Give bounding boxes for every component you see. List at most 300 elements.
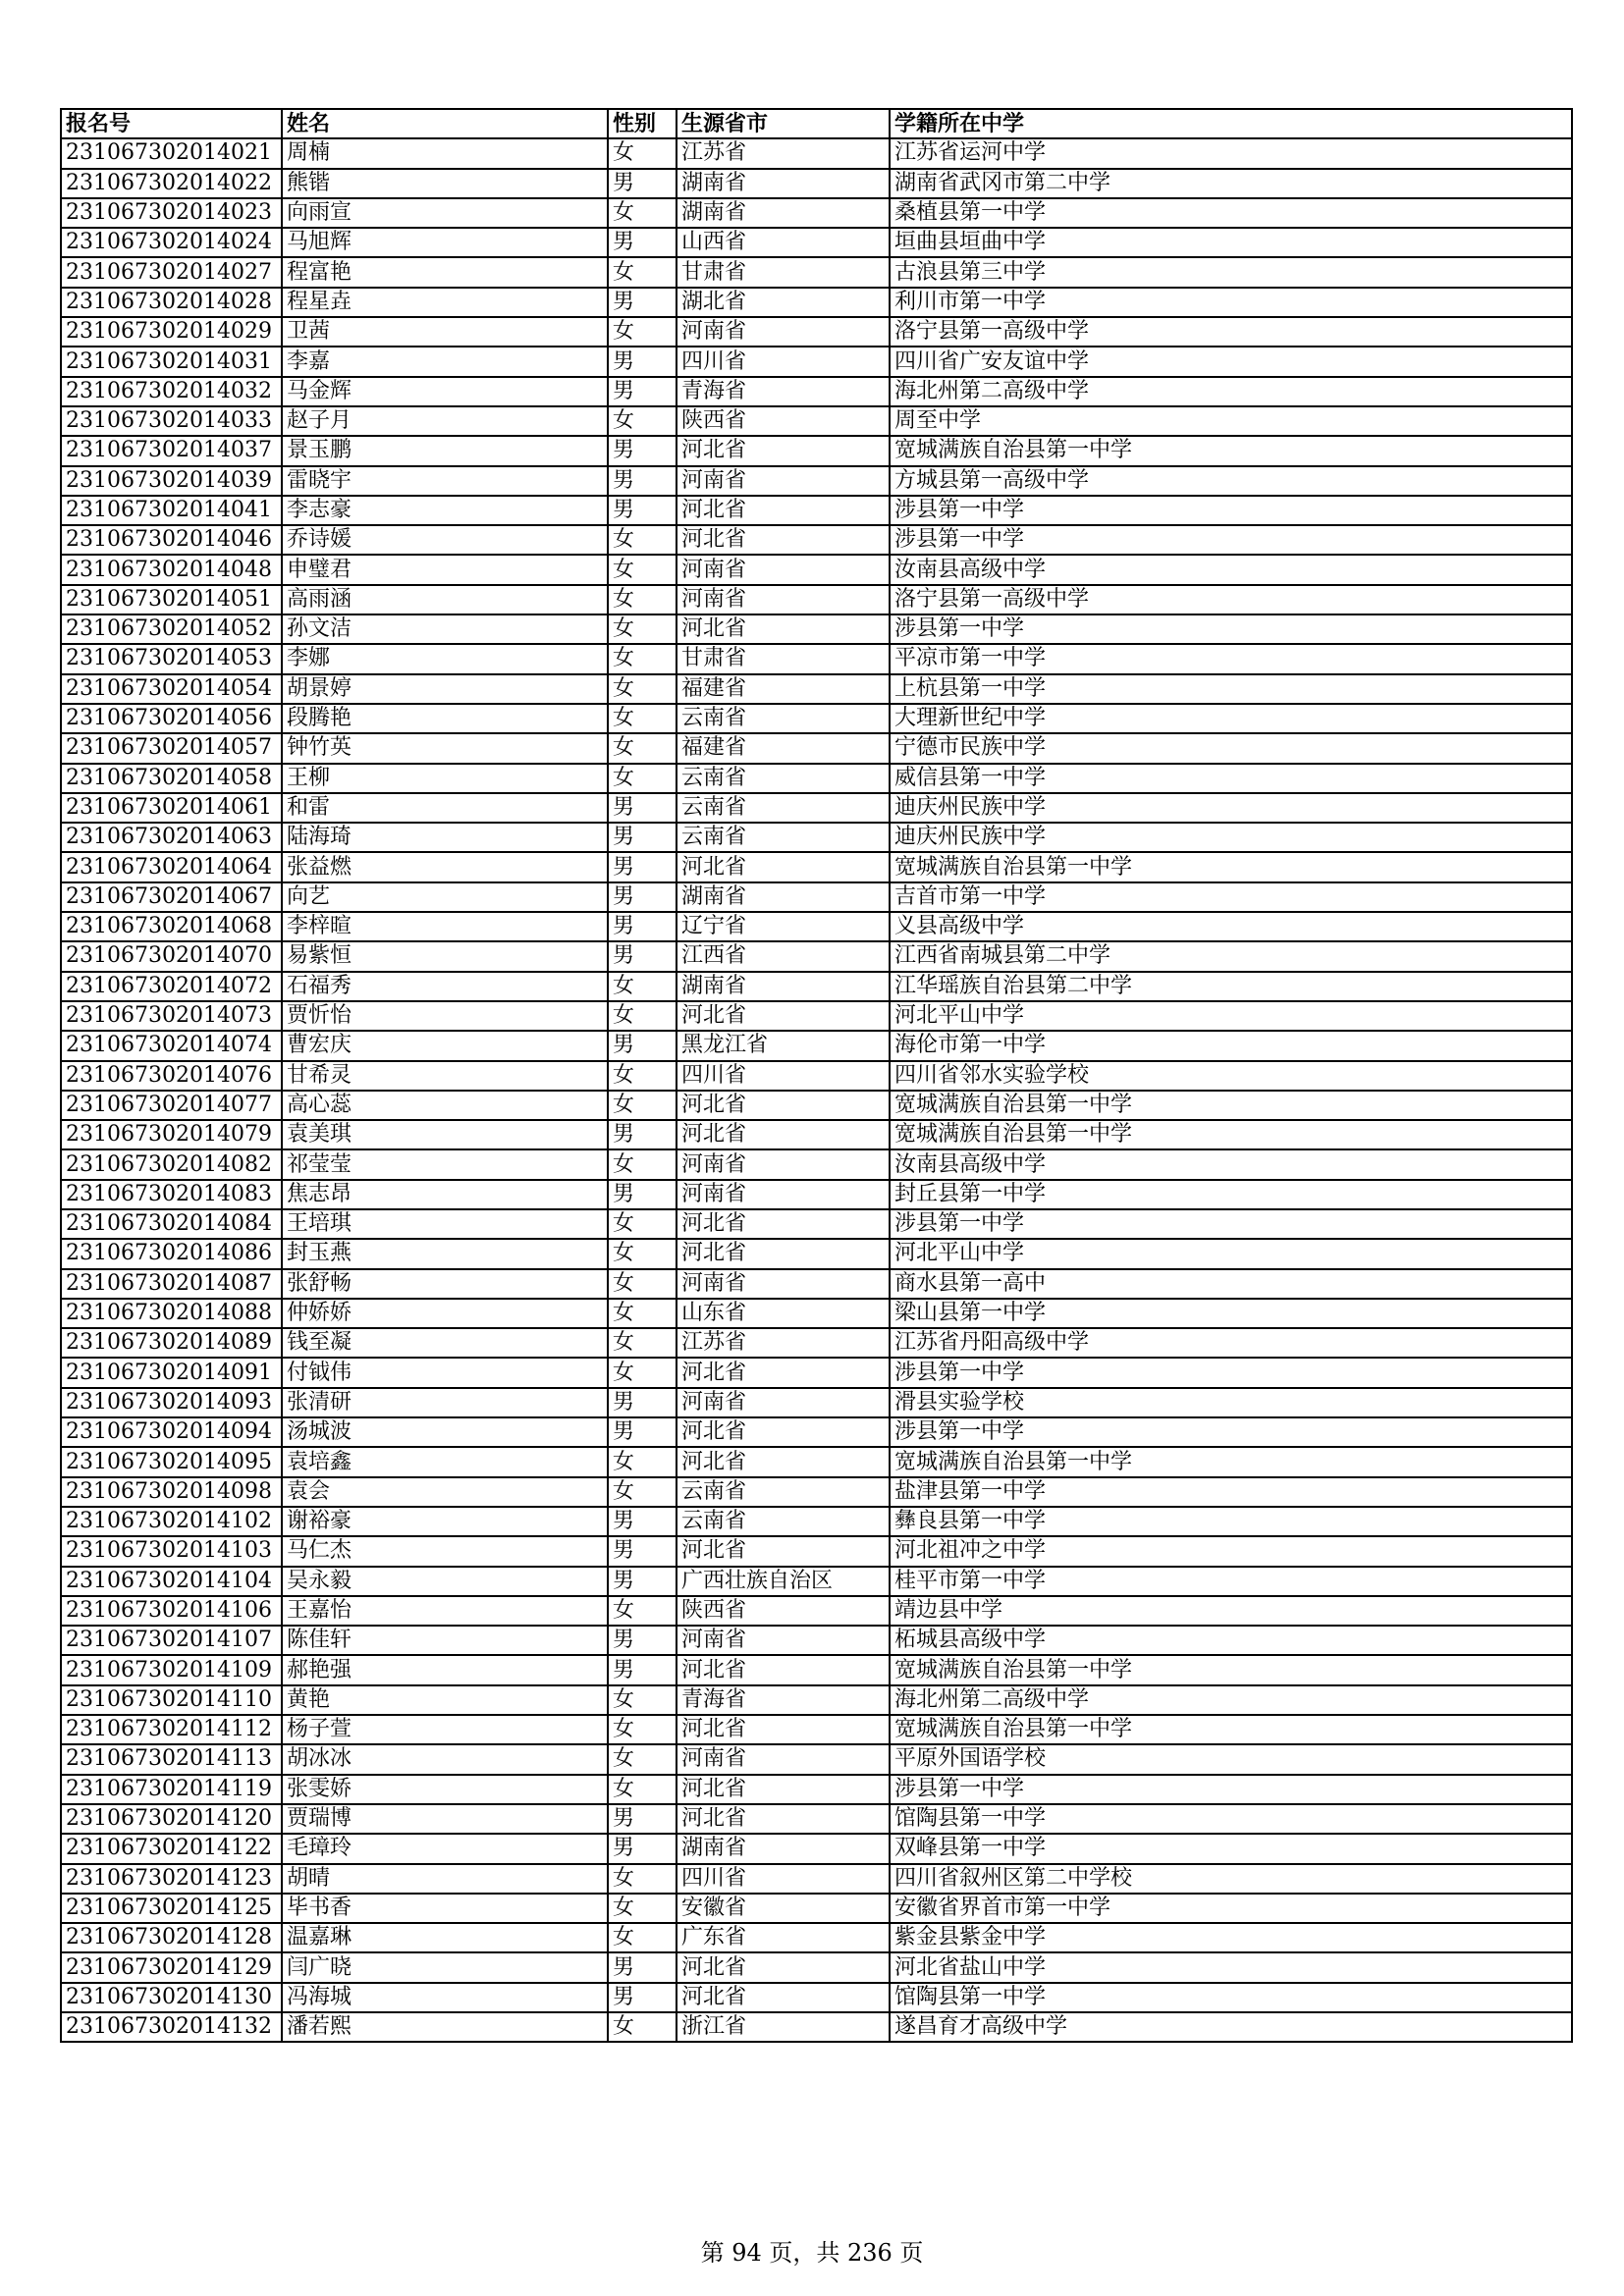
gender-cell: 女 xyxy=(608,406,677,436)
table-row xyxy=(61,972,1572,1001)
name-cell: 乔诗媛 xyxy=(282,525,608,555)
gender-cell: 女 xyxy=(608,614,677,644)
table-row xyxy=(61,1507,1572,1536)
gender-cell: 男 xyxy=(608,1120,677,1149)
registration-no-cell: 231067302014104 xyxy=(61,1567,282,1596)
table-row xyxy=(61,377,1572,406)
school-cell: 迪庆州民族中学 xyxy=(890,793,1572,823)
gender-cell: 男 xyxy=(608,852,677,881)
gender-cell: 男 xyxy=(608,1031,677,1060)
gender-cell: 女 xyxy=(608,1744,677,1774)
name-cell: 陆海琦 xyxy=(282,823,608,852)
registration-no-cell: 231067302014106 xyxy=(61,1596,282,1626)
table-row xyxy=(61,1328,1572,1358)
gender-cell: 男 xyxy=(608,169,677,198)
school-cell: 方城县第一高级中学 xyxy=(890,466,1572,496)
school-cell: 河北平山中学 xyxy=(890,1001,1572,1031)
province-cell: 河北省 xyxy=(677,1655,890,1684)
name-cell: 张舒畅 xyxy=(282,1269,608,1299)
registration-no-cell: 231067302014082 xyxy=(61,1149,282,1179)
school-cell: 海北州第二高级中学 xyxy=(890,377,1572,406)
gender-cell: 女 xyxy=(608,555,677,584)
province-cell: 云南省 xyxy=(677,823,890,852)
province-cell: 广西壮族自治区 xyxy=(677,1567,890,1596)
registration-no-cell: 231067302014046 xyxy=(61,525,282,555)
gender-cell: 女 xyxy=(608,674,677,704)
name-cell: 和雷 xyxy=(282,793,608,823)
school-cell: 江西省南城县第二中学 xyxy=(890,941,1572,971)
province-cell: 甘肃省 xyxy=(677,257,890,287)
registration-no-cell: 231067302014093 xyxy=(61,1388,282,1417)
registration-no-cell: 231067302014054 xyxy=(61,674,282,704)
name-cell: 胡晴 xyxy=(282,1864,608,1894)
table-row xyxy=(61,585,1572,614)
registration-no-cell: 231067302014120 xyxy=(61,1804,282,1834)
province-cell: 湖南省 xyxy=(677,169,890,198)
gender-cell: 女 xyxy=(608,1149,677,1179)
header-name: 姓名 xyxy=(282,109,608,138)
table-row xyxy=(61,704,1572,733)
registration-no-cell: 231067302014061 xyxy=(61,793,282,823)
table-row xyxy=(61,1864,1572,1894)
school-cell: 河北平山中学 xyxy=(890,1239,1572,1268)
school-cell: 宽城满族自治县第一中学 xyxy=(890,1715,1572,1744)
table-row xyxy=(61,1983,1572,2012)
registration-no-cell: 231067302014039 xyxy=(61,466,282,496)
province-cell: 江苏省 xyxy=(677,1328,890,1358)
table-row xyxy=(61,1180,1572,1209)
name-cell: 程富艳 xyxy=(282,257,608,287)
gender-cell: 男 xyxy=(608,1952,677,1982)
table-row xyxy=(61,1239,1572,1268)
registration-no-cell: 231067302014052 xyxy=(61,614,282,644)
table-row xyxy=(61,138,1572,168)
registration-no-cell: 231067302014041 xyxy=(61,496,282,525)
table-row xyxy=(61,1894,1572,1923)
name-cell: 毛璋玲 xyxy=(282,1834,608,1863)
table-row xyxy=(61,941,1572,971)
page-footer: 第 94 页，共 236 页 xyxy=(700,2239,924,2267)
province-cell: 河北省 xyxy=(677,1775,890,1804)
province-cell: 河北省 xyxy=(677,1952,890,1982)
gender-cell: 女 xyxy=(608,525,677,555)
table-row xyxy=(61,1536,1572,1566)
name-cell: 向雨宣 xyxy=(282,198,608,228)
header-gender: 性别 xyxy=(608,109,677,138)
school-cell: 海伦市第一中学 xyxy=(890,1031,1572,1060)
table-row xyxy=(61,882,1572,912)
registration-no-cell: 231067302014073 xyxy=(61,1001,282,1031)
province-cell: 河北省 xyxy=(677,1239,890,1268)
province-cell: 河南省 xyxy=(677,1626,890,1655)
school-cell: 彝良县第一中学 xyxy=(890,1507,1572,1536)
name-cell: 程星垚 xyxy=(282,288,608,317)
table-row xyxy=(61,1923,1572,1952)
school-cell: 利川市第一中学 xyxy=(890,288,1572,317)
gender-cell: 男 xyxy=(608,882,677,912)
table-row xyxy=(61,1834,1572,1863)
school-cell: 汝南县高级中学 xyxy=(890,1149,1572,1179)
table-row xyxy=(61,1358,1572,1387)
school-cell: 江华瑶族自治县第二中学 xyxy=(890,972,1572,1001)
school-cell: 四川省叙州区第二中学校 xyxy=(890,1864,1572,1894)
table-row xyxy=(61,1744,1572,1774)
province-cell: 云南省 xyxy=(677,793,890,823)
school-cell: 义县高级中学 xyxy=(890,912,1572,941)
table-row xyxy=(61,1804,1572,1834)
table-row xyxy=(61,1567,1572,1596)
school-cell: 周至中学 xyxy=(890,406,1572,436)
registration-no-cell: 231067302014056 xyxy=(61,704,282,733)
name-cell: 向艺 xyxy=(282,882,608,912)
name-cell: 李梓暄 xyxy=(282,912,608,941)
name-cell: 申璧君 xyxy=(282,555,608,584)
registration-no-cell: 231067302014023 xyxy=(61,198,282,228)
name-cell: 高心蕊 xyxy=(282,1091,608,1120)
school-cell: 宽城满族自治县第一中学 xyxy=(890,1655,1572,1684)
gender-cell: 女 xyxy=(608,1239,677,1268)
province-cell: 四川省 xyxy=(677,1061,890,1091)
province-cell: 河南省 xyxy=(677,466,890,496)
province-cell: 山西省 xyxy=(677,228,890,257)
name-cell: 雷晓宇 xyxy=(282,466,608,496)
school-cell: 商水县第一高中 xyxy=(890,1269,1572,1299)
table-row xyxy=(61,823,1572,852)
gender-cell: 女 xyxy=(608,2012,677,2042)
registration-no-cell: 231067302014112 xyxy=(61,1715,282,1744)
table-row xyxy=(61,1031,1572,1060)
province-cell: 广东省 xyxy=(677,1923,890,1952)
province-cell: 河北省 xyxy=(677,496,890,525)
school-cell: 涉县第一中学 xyxy=(890,1358,1572,1387)
gender-cell: 女 xyxy=(608,704,677,733)
gender-cell: 男 xyxy=(608,1180,677,1209)
table-row xyxy=(61,317,1572,347)
school-cell: 涉县第一中学 xyxy=(890,1417,1572,1447)
gender-cell: 女 xyxy=(608,1596,677,1626)
school-cell: 宽城满族自治县第一中学 xyxy=(890,436,1572,465)
province-cell: 湖北省 xyxy=(677,288,890,317)
registration-no-cell: 231067302014033 xyxy=(61,406,282,436)
school-cell: 垣曲县垣曲中学 xyxy=(890,228,1572,257)
name-cell: 吴永毅 xyxy=(282,1567,608,1596)
table-row xyxy=(61,466,1572,496)
registration-no-cell: 231067302014072 xyxy=(61,972,282,1001)
province-cell: 河北省 xyxy=(677,1001,890,1031)
registration-no-cell: 231067302014079 xyxy=(61,1120,282,1149)
table-row xyxy=(61,1269,1572,1299)
registration-no-cell: 231067302014037 xyxy=(61,436,282,465)
gender-cell: 男 xyxy=(608,1626,677,1655)
province-cell: 河北省 xyxy=(677,1209,890,1239)
school-cell: 江苏省运河中学 xyxy=(890,138,1572,168)
school-cell: 宽城满族自治县第一中学 xyxy=(890,852,1572,881)
school-cell: 平原外国语学校 xyxy=(890,1744,1572,1774)
province-cell: 辽宁省 xyxy=(677,912,890,941)
gender-cell: 女 xyxy=(608,1091,677,1120)
province-cell: 浙江省 xyxy=(677,2012,890,2042)
name-cell: 马旭辉 xyxy=(282,228,608,257)
province-cell: 陕西省 xyxy=(677,406,890,436)
name-cell: 贾瑞博 xyxy=(282,1804,608,1834)
province-cell: 山东省 xyxy=(677,1299,890,1328)
province-cell: 河北省 xyxy=(677,1120,890,1149)
name-cell: 胡冰冰 xyxy=(282,1744,608,1774)
province-cell: 河北省 xyxy=(677,1091,890,1120)
name-cell: 甘希灵 xyxy=(282,1061,608,1091)
registration-no-cell: 231067302014076 xyxy=(61,1061,282,1091)
registration-no-cell: 231067302014057 xyxy=(61,733,282,763)
gender-cell: 男 xyxy=(608,377,677,406)
name-cell: 贾忻怡 xyxy=(282,1001,608,1031)
table-row xyxy=(61,1209,1572,1239)
province-cell: 湖南省 xyxy=(677,882,890,912)
gender-cell: 女 xyxy=(608,1447,677,1476)
table-row xyxy=(61,1417,1572,1447)
registration-no-cell: 231067302014098 xyxy=(61,1477,282,1507)
gender-cell: 女 xyxy=(608,1299,677,1328)
school-cell: 湖南省武冈市第二中学 xyxy=(890,169,1572,198)
school-cell: 平凉市第一中学 xyxy=(890,644,1572,673)
name-cell: 马仁杰 xyxy=(282,1536,608,1566)
registration-no-cell: 231067302014125 xyxy=(61,1894,282,1923)
school-cell: 梁山县第一中学 xyxy=(890,1299,1572,1328)
gender-cell: 男 xyxy=(608,288,677,317)
registration-no-cell: 231067302014048 xyxy=(61,555,282,584)
gender-cell: 女 xyxy=(608,972,677,1001)
province-cell: 河南省 xyxy=(677,317,890,347)
gender-cell: 男 xyxy=(608,347,677,376)
school-cell: 靖边县中学 xyxy=(890,1596,1572,1626)
gender-cell: 男 xyxy=(608,228,677,257)
table-row xyxy=(61,764,1572,793)
name-cell: 胡景婷 xyxy=(282,674,608,704)
table-row xyxy=(61,1001,1572,1031)
registration-no-cell: 231067302014102 xyxy=(61,1507,282,1536)
table-row xyxy=(61,2012,1572,2042)
gender-cell: 女 xyxy=(608,198,677,228)
name-cell: 封玉燕 xyxy=(282,1239,608,1268)
registration-no-cell: 231067302014089 xyxy=(61,1328,282,1358)
registration-no-cell: 231067302014130 xyxy=(61,1983,282,2012)
school-cell: 桑植县第一中学 xyxy=(890,198,1572,228)
school-cell: 涉县第一中学 xyxy=(890,525,1572,555)
gender-cell: 女 xyxy=(608,764,677,793)
header-province: 生源省市 xyxy=(677,109,890,138)
gender-cell: 女 xyxy=(608,1685,677,1715)
name-cell: 李嘉 xyxy=(282,347,608,376)
table-row xyxy=(61,1447,1572,1476)
table-row xyxy=(61,793,1572,823)
table-row xyxy=(61,525,1572,555)
name-cell: 景玉鹏 xyxy=(282,436,608,465)
name-cell: 王培琪 xyxy=(282,1209,608,1239)
province-cell: 四川省 xyxy=(677,1864,890,1894)
province-cell: 云南省 xyxy=(677,1477,890,1507)
registration-no-cell: 231067302014028 xyxy=(61,288,282,317)
school-cell: 宽城满族自治县第一中学 xyxy=(890,1091,1572,1120)
province-cell: 河北省 xyxy=(677,852,890,881)
gender-cell: 女 xyxy=(608,1269,677,1299)
registration-no-cell: 231067302014077 xyxy=(61,1091,282,1120)
name-cell: 李志豪 xyxy=(282,496,608,525)
school-cell: 河北省盐山中学 xyxy=(890,1952,1572,1982)
school-cell: 海北州第二高级中学 xyxy=(890,1685,1572,1715)
registration-no-cell: 231067302014103 xyxy=(61,1536,282,1566)
school-cell: 封丘县第一中学 xyxy=(890,1180,1572,1209)
gender-cell: 男 xyxy=(608,793,677,823)
gender-cell: 男 xyxy=(608,823,677,852)
school-cell: 洛宁县第一高级中学 xyxy=(890,585,1572,614)
registration-no-cell: 231067302014109 xyxy=(61,1655,282,1684)
province-cell: 黑龙江省 xyxy=(677,1031,890,1060)
name-cell: 谢裕豪 xyxy=(282,1507,608,1536)
gender-cell: 男 xyxy=(608,496,677,525)
name-cell: 段腾艳 xyxy=(282,704,608,733)
name-cell: 卫茜 xyxy=(282,317,608,347)
province-cell: 河南省 xyxy=(677,1180,890,1209)
registration-no-cell: 231067302014029 xyxy=(61,317,282,347)
gender-cell: 男 xyxy=(608,1388,677,1417)
table-row xyxy=(61,1120,1572,1149)
gender-cell: 男 xyxy=(608,436,677,465)
gender-cell: 女 xyxy=(608,733,677,763)
province-cell: 湖南省 xyxy=(677,972,890,1001)
province-cell: 河北省 xyxy=(677,1983,890,2012)
registration-no-cell: 231067302014129 xyxy=(61,1952,282,1982)
registration-no-cell: 231067302014087 xyxy=(61,1269,282,1299)
school-cell: 河北祖冲之中学 xyxy=(890,1536,1572,1566)
school-cell: 上杭县第一中学 xyxy=(890,674,1572,704)
province-cell: 四川省 xyxy=(677,347,890,376)
name-cell: 张清研 xyxy=(282,1388,608,1417)
table-row xyxy=(61,1388,1572,1417)
name-cell: 熊锴 xyxy=(282,169,608,198)
table-row xyxy=(61,1149,1572,1179)
province-cell: 陕西省 xyxy=(677,1596,890,1626)
registration-no-cell: 231067302014027 xyxy=(61,257,282,287)
province-cell: 云南省 xyxy=(677,704,890,733)
gender-cell: 男 xyxy=(608,1834,677,1863)
school-cell: 安徽省界首市第一中学 xyxy=(890,1894,1572,1923)
province-cell: 河北省 xyxy=(677,1715,890,1744)
table-row xyxy=(61,1775,1572,1804)
school-cell: 柘城县高级中学 xyxy=(890,1626,1572,1655)
registration-no-cell: 231067302014022 xyxy=(61,169,282,198)
province-cell: 河北省 xyxy=(677,614,890,644)
gender-cell: 男 xyxy=(608,941,677,971)
registration-no-cell: 231067302014032 xyxy=(61,377,282,406)
province-cell: 河北省 xyxy=(677,525,890,555)
province-cell: 湖南省 xyxy=(677,198,890,228)
gender-cell: 女 xyxy=(608,1864,677,1894)
name-cell: 王嘉怡 xyxy=(282,1596,608,1626)
registration-no-cell: 231067302014051 xyxy=(61,585,282,614)
header-row xyxy=(61,109,1572,138)
province-cell: 河北省 xyxy=(677,1447,890,1476)
name-cell: 毕书香 xyxy=(282,1894,608,1923)
school-cell: 大理新世纪中学 xyxy=(890,704,1572,733)
school-cell: 遂昌育才高级中学 xyxy=(890,2012,1572,2042)
gender-cell: 男 xyxy=(608,466,677,496)
name-cell: 张雯娇 xyxy=(282,1775,608,1804)
name-cell: 袁培鑫 xyxy=(282,1447,608,1476)
table-row xyxy=(61,733,1572,763)
registration-no-cell: 231067302014091 xyxy=(61,1358,282,1387)
gender-cell: 男 xyxy=(608,1655,677,1684)
school-cell: 古浪县第三中学 xyxy=(890,257,1572,287)
table-row xyxy=(61,852,1572,881)
registration-no-cell: 231067302014119 xyxy=(61,1775,282,1804)
registration-no-cell: 231067302014031 xyxy=(61,347,282,376)
table-row xyxy=(61,1626,1572,1655)
student-table xyxy=(60,108,1573,2043)
school-cell: 迪庆州民族中学 xyxy=(890,823,1572,852)
table-row xyxy=(61,614,1572,644)
gender-cell: 女 xyxy=(608,1775,677,1804)
table-row xyxy=(61,1685,1572,1715)
table-row xyxy=(61,674,1572,704)
province-cell: 福建省 xyxy=(677,733,890,763)
table-row xyxy=(61,1952,1572,1982)
name-cell: 汤城波 xyxy=(282,1417,608,1447)
name-cell: 仲娇娇 xyxy=(282,1299,608,1328)
registration-no-cell: 231067302014067 xyxy=(61,882,282,912)
province-cell: 河北省 xyxy=(677,436,890,465)
registration-no-cell: 231067302014083 xyxy=(61,1180,282,1209)
province-cell: 河北省 xyxy=(677,1358,890,1387)
name-cell: 高雨涵 xyxy=(282,585,608,614)
name-cell: 温嘉琳 xyxy=(282,1923,608,1952)
province-cell: 河南省 xyxy=(677,555,890,584)
registration-no-cell: 231067302014074 xyxy=(61,1031,282,1060)
name-cell: 钟竹英 xyxy=(282,733,608,763)
school-cell: 紫金县紫金中学 xyxy=(890,1923,1572,1952)
name-cell: 王柳 xyxy=(282,764,608,793)
gender-cell: 男 xyxy=(608,1567,677,1596)
name-cell: 冯海城 xyxy=(282,1983,608,2012)
registration-no-cell: 231067302014070 xyxy=(61,941,282,971)
school-cell: 涉县第一中学 xyxy=(890,1775,1572,1804)
name-cell: 袁会 xyxy=(282,1477,608,1507)
table-row xyxy=(61,347,1572,376)
province-cell: 河南省 xyxy=(677,1269,890,1299)
name-cell: 祁莹莹 xyxy=(282,1149,608,1179)
registration-no-cell: 231067302014110 xyxy=(61,1685,282,1715)
province-cell: 河南省 xyxy=(677,1388,890,1417)
name-cell: 郝艳强 xyxy=(282,1655,608,1684)
name-cell: 陈佳轩 xyxy=(282,1626,608,1655)
school-cell: 四川省邻水实验学校 xyxy=(890,1061,1572,1091)
name-cell: 袁美琪 xyxy=(282,1120,608,1149)
table-row xyxy=(61,1091,1572,1120)
province-cell: 河北省 xyxy=(677,1804,890,1834)
registration-no-cell: 231067302014058 xyxy=(61,764,282,793)
school-cell: 洛宁县第一高级中学 xyxy=(890,317,1572,347)
registration-no-cell: 231067302014024 xyxy=(61,228,282,257)
registration-no-cell: 231067302014094 xyxy=(61,1417,282,1447)
registration-no-cell: 231067302014128 xyxy=(61,1923,282,1952)
table-row xyxy=(61,288,1572,317)
registration-no-cell: 231067302014053 xyxy=(61,644,282,673)
gender-cell: 女 xyxy=(608,1477,677,1507)
table-row xyxy=(61,912,1572,941)
gender-cell: 女 xyxy=(608,1715,677,1744)
school-cell: 涉县第一中学 xyxy=(890,496,1572,525)
province-cell: 安徽省 xyxy=(677,1894,890,1923)
school-cell: 馆陶县第一中学 xyxy=(890,1983,1572,2012)
school-cell: 汝南县高级中学 xyxy=(890,555,1572,584)
